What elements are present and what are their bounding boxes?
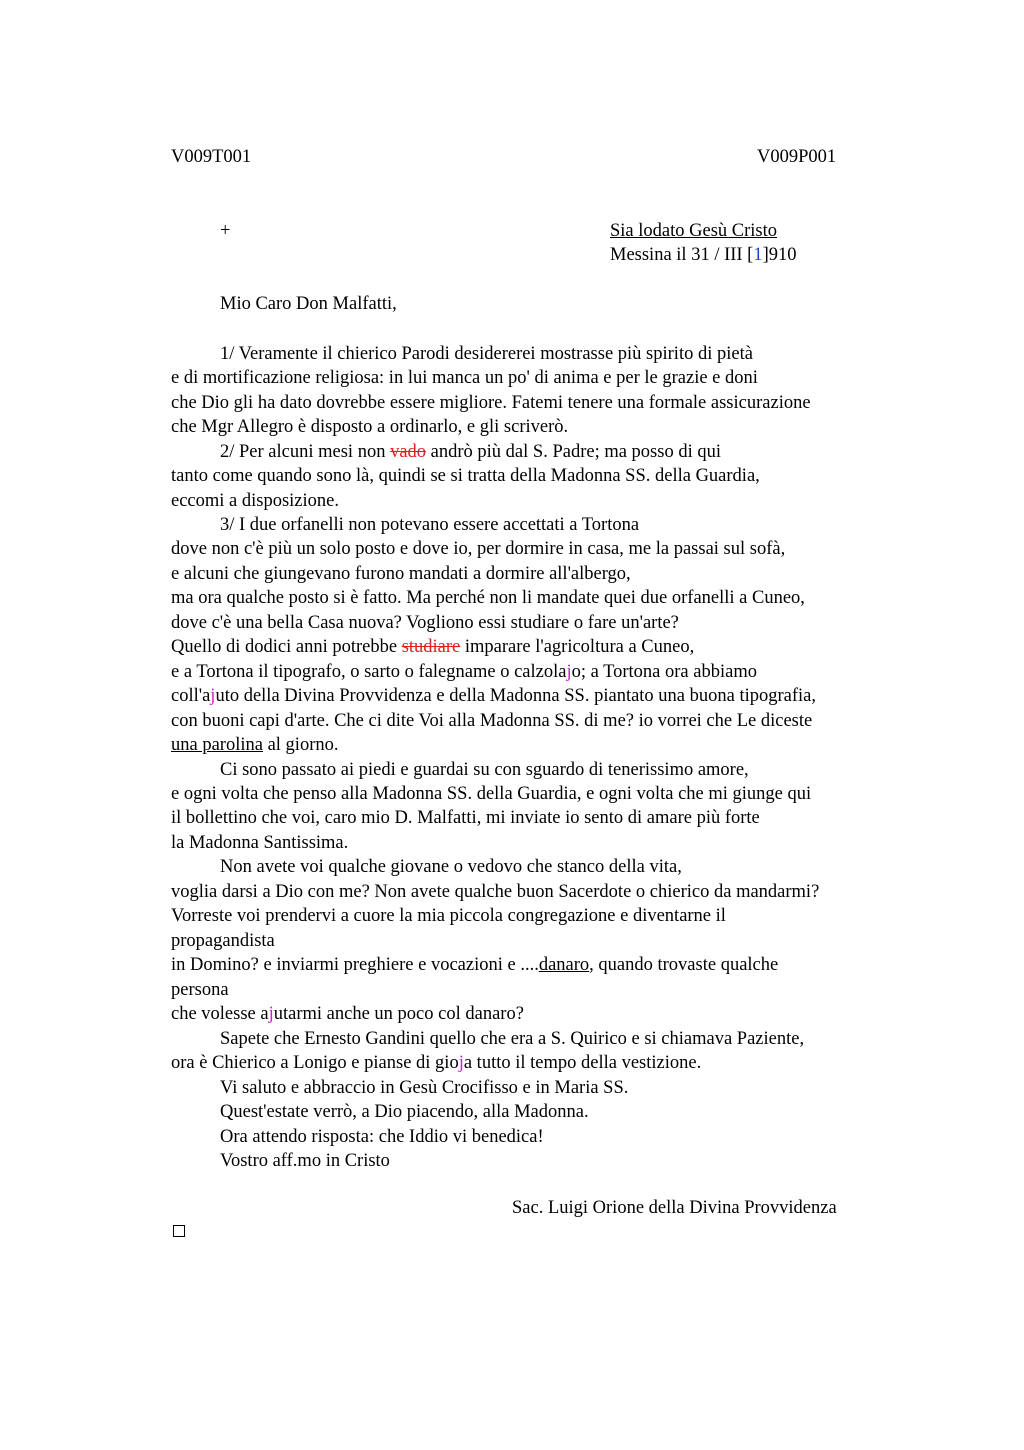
body-line: e ogni volta che penso alla Madonna SS. della Guardia, e ogni volta che mi giunge qui: [171, 784, 812, 804]
body-line: 3/ I due orfanelli non potevano essere accettati a Tortona: [220, 515, 640, 535]
body-line: Sapete che Ernesto Gandini quello che era a S. Quirico e si chiamava Paziente,: [220, 1029, 805, 1049]
text-segment: a tutto il tempo della vestizione.: [463, 1053, 702, 1073]
body-line: la Madonna Santissima.: [171, 833, 349, 853]
signature: Sac. Luigi Orione della Divina Provvidenza: [512, 1198, 837, 1218]
inserted-letter: j: [566, 662, 572, 682]
closing: Vostro aff.mo in Cristo: [220, 1151, 390, 1171]
body-line: Quest'estate verrò, a Dio piacendo, alla Madonna.: [220, 1102, 589, 1122]
body-line: 1/ Veramente il chierico Parodi desidererei mostrasse più spirito di pietà: [220, 344, 753, 364]
body-line: [171, 733, 338, 757]
inserted-letter: j: [210, 686, 216, 706]
document-code-left: V009T001: [171, 147, 252, 167]
underlined-word: danaro: [538, 955, 590, 975]
body-line: Vi saluto e abbraccio in Gesù Crocifisso e in Maria SS.: [220, 1078, 629, 1098]
text-segment: , quando trovaste qualche: [589, 955, 779, 975]
body-line: che Mgr Allegro è disposto a ordinarlo, e gli scriverò.: [171, 417, 569, 437]
text-segment: coll'a: [171, 686, 211, 706]
deleted-word: vado: [390, 442, 427, 462]
place-date: [610, 245, 797, 266]
inserted-letter: j: [268, 1004, 274, 1024]
text-segment: andrò più dal S. Padre; ma posso di qui: [426, 442, 721, 462]
text-segment: e a Tortona il tipografo, o sarto o falegname o calzola: [171, 662, 567, 682]
underlined-phrase: una parolina: [171, 735, 263, 755]
text-segment: utarmi anche un poco col danaro?: [273, 1004, 524, 1024]
salutation: Mio Caro Don Malfatti,: [220, 294, 397, 314]
text-segment: in Domino? e inviarmi preghiere e vocazioni e ....: [171, 955, 539, 975]
body-line: e alcuni che giungevano furono mandati a dormire all'albergo,: [171, 564, 631, 584]
body-line: [171, 635, 694, 659]
place-date-part: ]910: [762, 245, 797, 265]
text-segment: Quello di dodici anni potrebbe: [171, 637, 402, 657]
body-line: voglia darsi a Dio con me? Non avete qualche buon Sacerdote o chierico da mandarmi?: [171, 882, 820, 902]
body-line: il bollettino che voi, caro mio D. Malfatti, mi inviate io sento di amare più forte: [171, 808, 760, 828]
body-line: Non avete voi qualche giovane o vedovo che stanco della vita,: [220, 857, 682, 877]
body-line: che Dio gli ha dato dovrebbe essere migliore. Fatemi tenere una formale assicurazione: [171, 393, 811, 413]
body-line: [220, 440, 721, 464]
text-segment: che volesse a: [171, 1004, 269, 1024]
text-segment: al giorno.: [262, 735, 339, 755]
body-line: [171, 660, 757, 684]
text-segment: o; a Tortona ora abbiamo: [571, 662, 757, 682]
body-line: ma ora qualche posto si è fatto. Ma perché non li mandate quei due orfanelli a Cuneo,: [171, 588, 805, 608]
body-line: propagandista: [171, 931, 275, 951]
text-segment: ora è Chierico a Lonigo e pianse di gio: [171, 1053, 459, 1073]
body-line: dove c'è una bella Casa nuova? Vogliono essi studiare o fare un'arte?: [171, 613, 679, 633]
body-line: [171, 1002, 524, 1026]
body-line: [171, 953, 778, 977]
body-line: dove non c'è più un solo posto e dove io, per dormire in casa, me la passai sul sofà,: [171, 539, 786, 559]
text-segment: 2/ Per alcuni mesi non: [220, 442, 391, 462]
body-line: Ci sono passato ai piedi e guardai su con sguardo di tenerissimo amore,: [220, 760, 749, 780]
body-line: Vorreste voi prendervi a cuore la mia piccola congregazione e diventarne il: [171, 906, 726, 926]
text-segment: uto della Divina Provvidenza e della Madonna SS. piantato una buona tipografia,: [215, 686, 817, 706]
invocation: Sia lodato Gesù Cristo: [610, 221, 778, 241]
text-segment: imparare l'agricoltura a Cuneo,: [460, 637, 695, 657]
body-line: eccomi a disposizione.: [171, 491, 339, 511]
body-line: persona: [171, 980, 229, 1000]
inserted-letter: j: [458, 1053, 464, 1073]
body-line: con buoni capi d'arte. Che ci dite Voi alla Madonna SS. di me? io vorrei che Le diceste: [171, 711, 813, 731]
body-line: Ora attendo risposta: che Iddio vi benedica!: [220, 1127, 544, 1147]
body-line: tanto come quando sono là, quindi se si tratta della Madonna SS. della Guardia,: [171, 466, 760, 486]
end-mark-box-icon: [173, 1225, 185, 1237]
body-line: e di mortificazione religiosa: in lui manca un po' di anima e per le grazie e doni: [171, 368, 758, 388]
deleted-word: studiare: [401, 637, 461, 657]
cross-symbol: +: [220, 221, 231, 241]
body-line: [171, 1051, 701, 1075]
document-code-right: V009P001: [757, 147, 837, 167]
place-date-part: Messina il 31 / III [: [610, 245, 754, 265]
editorial-insertion: 1: [753, 245, 763, 265]
body-line: [171, 684, 816, 708]
